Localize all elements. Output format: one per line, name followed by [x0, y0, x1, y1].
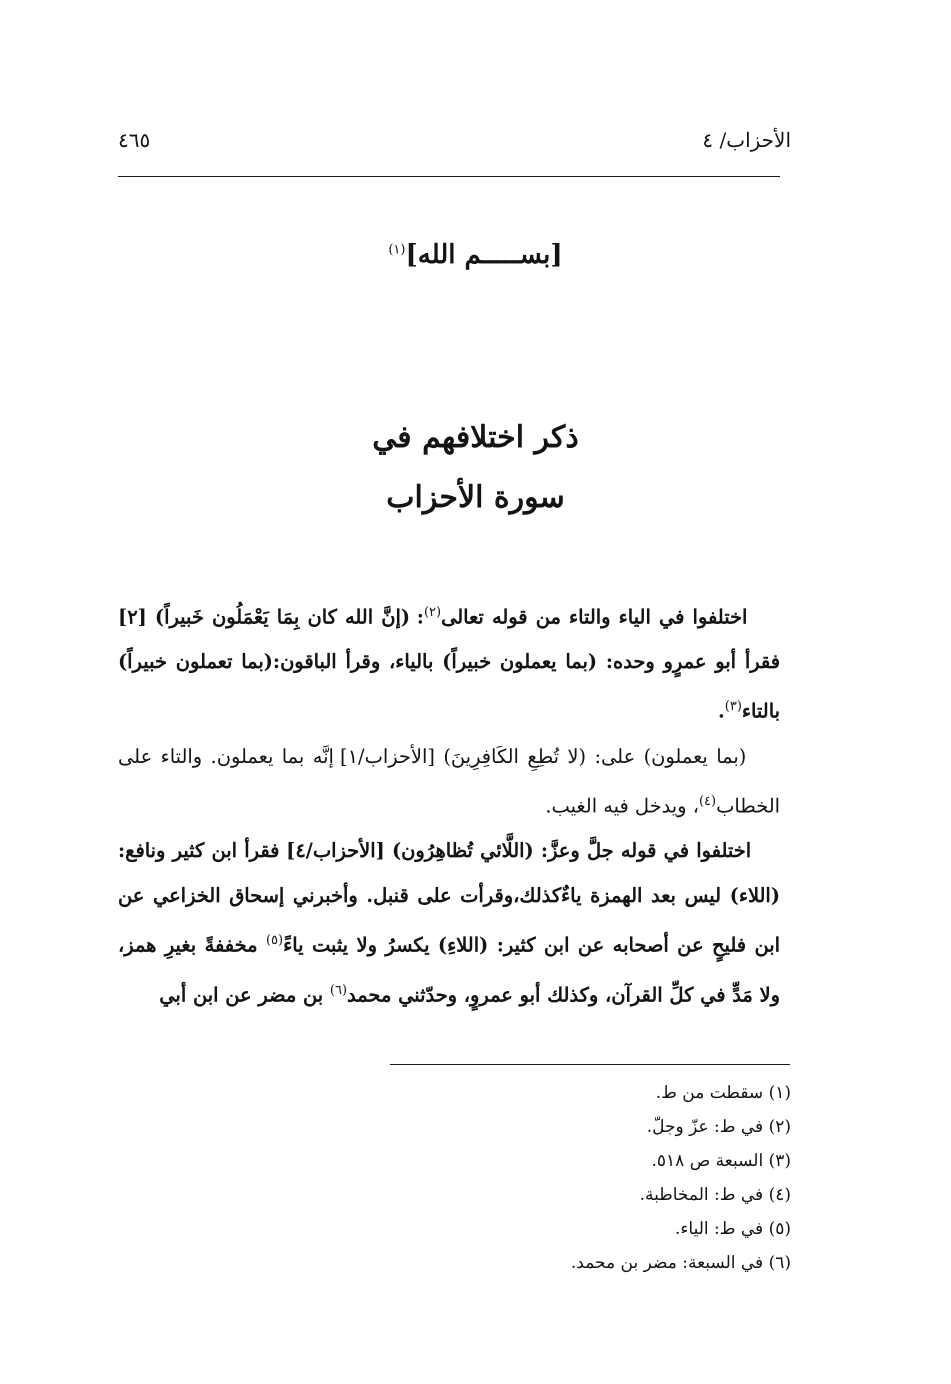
footnote-6: (٦) في السبعة: مضر بن محمد.: [570, 1253, 791, 1273]
basmala-text: [بســـــم الله]: [405, 240, 563, 270]
footnote-ref-3[interactable]: (٣): [724, 699, 742, 715]
footnote-5: (٥) في ط: الياء.: [675, 1219, 791, 1239]
paragraph-3-text-b: مخففةً بغيرِ همز، ولا مَدٍّ في كلِّ القرآن، وكذلك أبو عمروٍ، وحدّثني محمد: [118, 933, 780, 1007]
footnote-3: (٣) السبعة ص ٥١٨.: [651, 1151, 791, 1171]
paragraph-1: [118, 590, 780, 734]
footnote-ref-1[interactable]: (١): [388, 242, 406, 258]
paragraph-3-text-a: اختلفوا في قوله جلَّ وعزَّ: (اللَّائي تُظاهِرُون) [الأحزاب/٤] فقرأ ابن كثير ونافع: (اللاء) ليس بعد الهمزة ياءٌكذلك،وقرأت على قنبل. وأخبرني إسحاق الخزاعي عن ابن فليحٍ عن أصحابه عن ابن كثير: (اللاءِ) يكسرُ ولا يثبت ياءً: [118, 839, 780, 957]
page-number: ٤٦٥: [118, 128, 151, 152]
chapter-title-line-1: ذكر اختلافهم في: [372, 420, 579, 455]
paragraph-1-text-a: اختلفوا في الياء والتاء من قوله تعالى: [441, 605, 748, 629]
paragraph-2: [118, 734, 780, 828]
footnote-1: (١) سقطت من ط.: [655, 1083, 791, 1103]
paragraph-2-text-a: (بما يعملون) على: (لا تُطِعِ الكَافِرِينَ) [الأحزاب/١] إنَّه بما يعملون. والتاء على الخطاب: [118, 744, 780, 818]
footnote-ref-6[interactable]: (٦): [329, 982, 348, 998]
paragraph-3: [118, 828, 780, 1017]
main-text: [118, 590, 780, 1017]
footnote-ref-2[interactable]: (٢): [423, 605, 442, 620]
paragraph-2-text-b: ، ويدخل فيه الغيب.: [545, 794, 699, 818]
footnote-ref-4[interactable]: (٤): [698, 793, 717, 809]
footnote-2: (٢) في ط: عزّ وجلّ.: [646, 1117, 791, 1137]
chapter-title-line-2: سورة الأحزاب: [386, 480, 565, 515]
footnotes: [191, 1076, 791, 1280]
paragraph-3-text-c: بن مضر عن ابن أبي: [159, 983, 330, 1007]
paragraph-1-text-b: : (إنَّ الله كان بِمَا يَعْمَلُون خَبيراً) [٢] فقرأ أبو عمرٍو وحده: (بما يعملون خبيراً) بالياء، وقرأ الباقون:(بما تعملون خبيراً) بالتاء: [118, 605, 780, 723]
footnote-ref-5[interactable]: (٥): [265, 933, 284, 949]
basmala-heading: [0, 240, 951, 270]
running-header-section: الأحزاب/ ٤: [702, 128, 791, 152]
footnote-4: (٤) في ط: المخاطبة.: [639, 1185, 791, 1205]
paragraph-1-text-c: .: [718, 699, 725, 723]
header-divider: [118, 176, 780, 177]
footnote-divider: [390, 1064, 790, 1065]
